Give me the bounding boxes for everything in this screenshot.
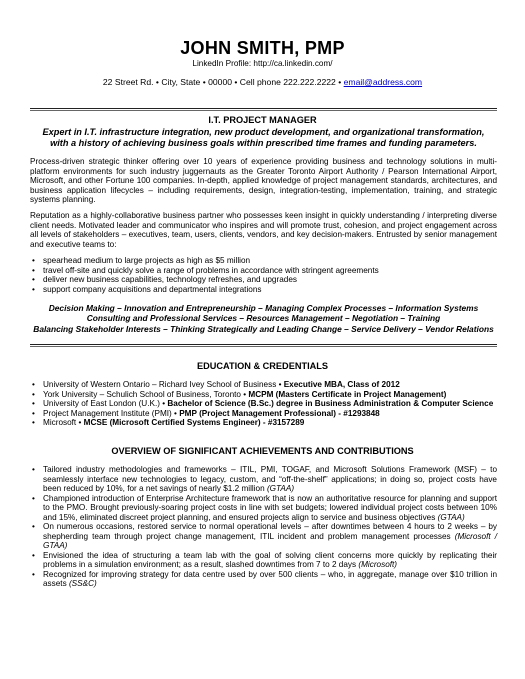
bullet-icon: • <box>32 569 35 579</box>
summary-paragraph-2: Reputation as a highly-collaborative business partner who possesses keen insight in quickly understanding / interpreting diverse client needs. Motivated leader and communicator who inspires and will promote trust, cohesion, and project engagement across all levels of stakeholders – executives, team, users, clients, vendors, and key decision-makers. Entrusted by senior management and executive teams to: <box>30 211 497 249</box>
bullet-icon: • <box>32 380 35 389</box>
section-divider <box>30 108 497 111</box>
list-item: • Championed introduction of Enterprise Architecture framework that is now an authoritative resource for planning and support to the PMO. Brought previously-soaring project costs in line with set budgets; lowered individual project costs between 10% and 15%, eliminated discreet project planning, and ensured projects align to service and business objectives (GTAA) <box>32 493 497 522</box>
list-item: • University of East London (U.K.) • Bachelor of Science (B.Sc.) degree in Business Administration & Computer Science <box>32 399 494 408</box>
list-item: • University of Western Ontario – Richard Ivey School of Business • Executive MBA, Class of 2012 <box>32 380 400 389</box>
bullet-icon: • <box>32 465 35 474</box>
bullet-icon: • <box>32 522 35 531</box>
bullet-icon: • <box>32 550 35 560</box>
candidate-name: JOHN SMITH, PMP <box>180 38 345 58</box>
email-link[interactable]: email@address.com <box>343 77 423 87</box>
key-skills-line-1: Decision Making – Innovation and Entrepreneurship – Managing Complex Processes – Information Systems <box>48 303 479 313</box>
education-list <box>30 380 497 428</box>
bullet-icon: • <box>32 389 35 399</box>
list-item: • support company acquisitions and departmental integrations <box>32 284 262 294</box>
key-skills-line-2: Consulting and Professional Services – Resources Management – Negotiation – Training <box>86 313 441 324</box>
list-item: • deliver new business capabilities, technology refreshes, and upgrades <box>32 275 297 284</box>
contact-address: 22 Street Rd. • City, State • 00000 • Cell phone 222.222.2222 • <box>102 77 344 87</box>
bullet-icon: • <box>32 408 35 418</box>
bullet-icon: • <box>32 493 35 503</box>
bullet-icon: • <box>32 265 35 275</box>
list-item: • Tailored industry methodologies and frameworks – ITIL, PMI, TOGAF, and Microsoft Solutions Framework (MSF) – to seamlessly interface new technologies to legacy, custom, and “off-the-shelf” applications; in doing so, project costs have been reduced by 10%, for a net savings of nearly $1.2 million (GTAA) <box>32 465 497 493</box>
list-item: • travel off-site and quickly solve a range of problems in accordance with stringent agreements <box>32 265 379 275</box>
contact-line <box>0 77 525 87</box>
list-item: • York University – Schulich School of Business, Toronto • MCPM (Masters Certificate in Project Management) <box>32 389 447 399</box>
list-item: • spearhead medium to large projects as high as $5 million <box>32 256 251 265</box>
bullet-icon: • <box>32 256 35 265</box>
summary-title: I.T. PROJECT MANAGER <box>208 115 317 125</box>
summary-tagline <box>30 127 497 148</box>
achievements-title: OVERVIEW OF SIGNIFICANT ACHIEVEMENTS AND CONTRIBUTIONS <box>111 446 414 456</box>
key-skills-line-3: Balancing Stakeholder Interests – Thinking Strategically and Leading Change – Service Delivery – Vendor Relations <box>33 323 494 334</box>
list-item: • On numerous occasions, restored service to normal operational levels – after downtimes between 4 hours to 2 weeks – by shepherding team through project change management, ITIL incident and problem management processes (Microsoft / GTAA) <box>32 522 497 550</box>
summary-bullet-list <box>30 256 497 294</box>
linkedin-profile: LinkedIn Profile: http://ca.linkedin.com/ <box>192 59 333 68</box>
summary-paragraph-1: Process-driven strategic thinker offering over 10 years of experience providing business and technology solutions in multi-platform environments for such industry juggernauts as the Greater Toronto Airport Authority / Pearson International Airport, Microsoft, and other Fortune 100 companies. In-depth, applied knowledge of project management standards, architectures, and business application lifecycles – including requirements, design, integration-testing, implementation, training, and strategic systems planning. <box>30 157 497 204</box>
list-item: • Project Management Institute (PMI) • PMP (Project Management Professional) - #1293848 <box>32 408 380 418</box>
tagline-line-1: Expert in I.T. infrastructure integration, new product development, and organizational transformation, <box>42 127 485 137</box>
section-divider <box>30 344 497 347</box>
bullet-icon: • <box>32 399 35 408</box>
key-skills <box>30 303 497 334</box>
bullet-icon: • <box>32 275 35 284</box>
achievements-list <box>30 465 497 589</box>
tagline-line-2: with a history of achieving business goals within prescribed time frames and funding parameters. <box>50 137 477 148</box>
bullet-icon: • <box>32 284 35 294</box>
list-item: • Microsoft • MCSE (Microsoft Certified Systems Engineer) - #3157289 <box>32 418 305 427</box>
list-item: • Envisioned the idea of structuring a team lab with the goal of solving client concerns more quickly by replicating their problems in a simulation environment; as a result, slashed downtimes from 7 to 2 days (Microsoft) <box>32 550 497 569</box>
education-title: EDUCATION & CREDENTIALS <box>196 361 328 371</box>
bullet-icon: • <box>32 418 35 427</box>
list-item: • Recognized for improving strategy for data centre used by over 500 clients – who, in aggregate, manage over $10 trillion in assets (SS&C) <box>32 569 497 588</box>
